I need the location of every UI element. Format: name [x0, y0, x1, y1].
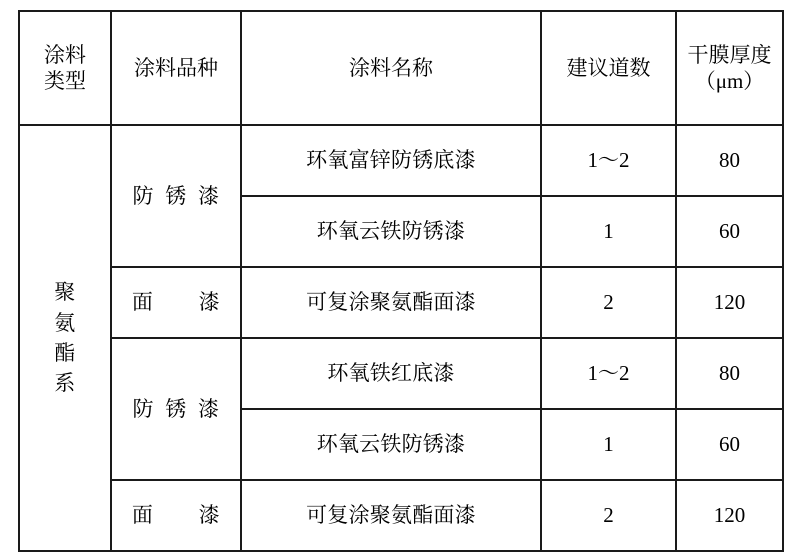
- dry-film-thickness: 80: [676, 125, 783, 196]
- table-body: [19, 125, 783, 551]
- recommended-coats: 1: [541, 196, 676, 267]
- header-dry-film-thickness-line1: 干膜厚度: [687, 42, 772, 67]
- recommended-coats: 2: [541, 267, 676, 338]
- header-coating-variety: 涂料品种: [111, 11, 241, 125]
- table-header: [19, 11, 783, 125]
- coating-name: 可复涂聚氨酯面漆: [241, 480, 541, 551]
- coating-type-char-3: 酯: [54, 341, 76, 365]
- coating-variety: [111, 338, 241, 480]
- header-coating-name: 涂料名称: [241, 11, 541, 125]
- coating-variety-label: 面 漆: [131, 503, 221, 528]
- header-dry-film-thickness-line2: （μm）: [694, 69, 765, 93]
- coating-variety-label: 面 漆: [131, 290, 221, 315]
- dry-film-thickness: 120: [676, 480, 783, 551]
- coating-type-cell: [19, 125, 111, 551]
- coating-name: 环氧云铁防锈漆: [241, 196, 541, 267]
- dry-film-thickness: 120: [676, 267, 783, 338]
- dry-film-thickness: 80: [676, 338, 783, 409]
- dry-film-thickness: 60: [676, 409, 783, 480]
- coating-type-char-2: 氨: [54, 310, 76, 335]
- header-coating-type-line1: 涂料: [44, 42, 86, 67]
- recommended-coats: 2: [541, 480, 676, 551]
- coating-variety: [111, 125, 241, 267]
- table-header-row: [19, 11, 783, 125]
- recommended-coats: 1～2: [541, 338, 676, 409]
- coating-name: 环氧云铁防锈漆: [241, 409, 541, 480]
- recommended-coats: 1: [541, 409, 676, 480]
- coating-variety: [111, 480, 241, 551]
- coating-type-char-1: 聚: [54, 280, 76, 305]
- table-row: [19, 480, 783, 551]
- coating-specification-table: [18, 10, 784, 552]
- dry-film-thickness: 60: [676, 196, 783, 267]
- coating-name: 可复涂聚氨酯面漆: [241, 267, 541, 338]
- header-coating-type-line2: 类型: [44, 69, 86, 93]
- header-coating-type: [19, 11, 111, 125]
- coating-name: 环氧富锌防锈底漆: [241, 125, 541, 196]
- coating-variety: [111, 267, 241, 338]
- coating-name: 环氧铁红底漆: [241, 338, 541, 409]
- recommended-coats: 1～2: [541, 125, 676, 196]
- table-row: [19, 338, 783, 409]
- coating-type-char-4: 系: [54, 371, 76, 396]
- coating-variety-label: 防 锈 漆: [132, 396, 220, 421]
- coating-variety-label: 防 锈 漆: [132, 183, 220, 208]
- header-recommended-coats: 建议道数: [541, 11, 676, 125]
- header-dry-film-thickness: [676, 11, 783, 125]
- table-row: [19, 125, 783, 196]
- table-row: [19, 267, 783, 338]
